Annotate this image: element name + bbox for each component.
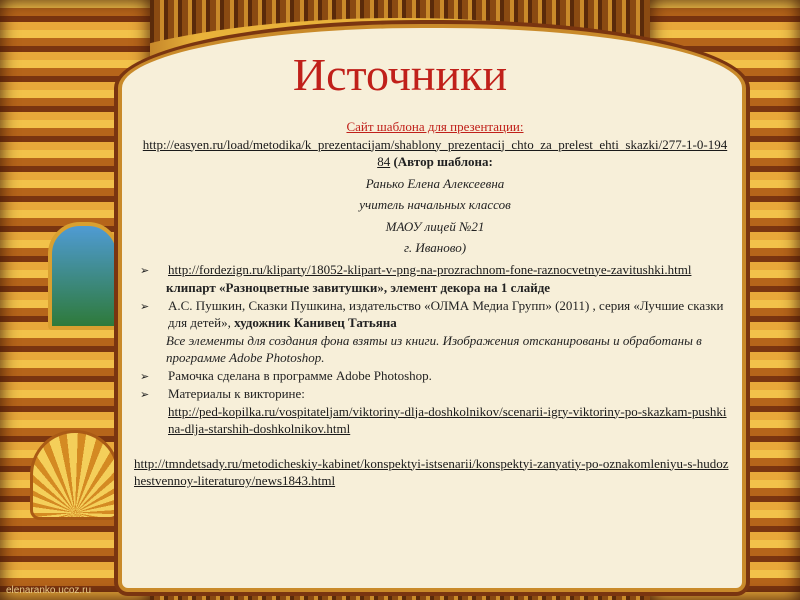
book-note: Все элементы для создания фона взяты из книги. Изображения отсканированы и обработаны в программе Adobe Photoshop. <box>166 332 702 365</box>
list-item <box>140 297 730 332</box>
template-link[interactable]: http://easyen.ru/load/metodika/k_prezentacijam/shablony_prezentacij_chto_za_prelest_ehti_skazki/277-1-0-19484 <box>142 136 728 169</box>
bullet-arrow-icon: ➢ <box>140 388 150 401</box>
list-item <box>140 367 730 386</box>
last-source <box>134 455 730 490</box>
author-city: г. Иваново) <box>403 240 467 255</box>
tmndetsady-link[interactable]: http://tmndetsady.ru/metodicheskiy-kabinet/konspektyi-istsenarii/konspektyi-zanyatiy-po-oznakomleniyu-s-hudozhestvennoy-literaturoy/news1843.html <box>134 455 729 488</box>
template-heading: Сайт шаблона для презентации: <box>346 119 524 134</box>
book-artist: художник Канивец Татьяна <box>230 315 397 330</box>
author-role: учитель начальных классов <box>359 197 511 212</box>
quiz-link[interactable]: http://ped-kopilka.ru/vospitateljam/viktoriny-dlja-doshkolnikov/scenarii-igry-viktoriny-po-skazkam-pushkina-dlja-starshih-doshkolnikov.html <box>168 403 727 436</box>
bullet-arrow-icon: ➢ <box>140 299 150 313</box>
shell-ornament-icon <box>30 430 120 520</box>
slide-title: Источники <box>292 49 508 100</box>
book-source: А.С. Пушкин, Сказки Пушкина, издательство «ОЛМА Медиа Групп» (2011) , серия «Лучшие сказки для детей», <box>168 297 724 330</box>
template-source <box>140 136 730 171</box>
list-item <box>140 261 730 280</box>
bullet-arrow-icon: ➢ <box>140 369 150 383</box>
author-school: МАОУ лицей №21 <box>385 218 485 234</box>
clipart-note: клипарт «Разноцветные завитушки», элемент декора на 1 слайде <box>166 280 551 295</box>
quiz-label: Материалы к викторине: <box>168 386 305 401</box>
clipart-link[interactable]: http://fordezign.ru/kliparty/18052-klipart-v-png-na-prozrachnom-fone-raznocvetnye-zavitushki.html <box>168 261 692 277</box>
author-name: Ранько Елена Алексеевна <box>365 175 505 191</box>
tree-window-icon <box>48 222 120 330</box>
list-item <box>140 385 730 438</box>
watermark: elenaranko.ucoz.ru <box>6 585 92 596</box>
author-open: (Автор шаблона: <box>393 154 493 169</box>
frame-note: Рамочка сделана в программе Adobe Photoshop. <box>168 367 432 383</box>
sources-list <box>134 118 730 490</box>
bullet-arrow-icon: ➢ <box>140 263 150 277</box>
